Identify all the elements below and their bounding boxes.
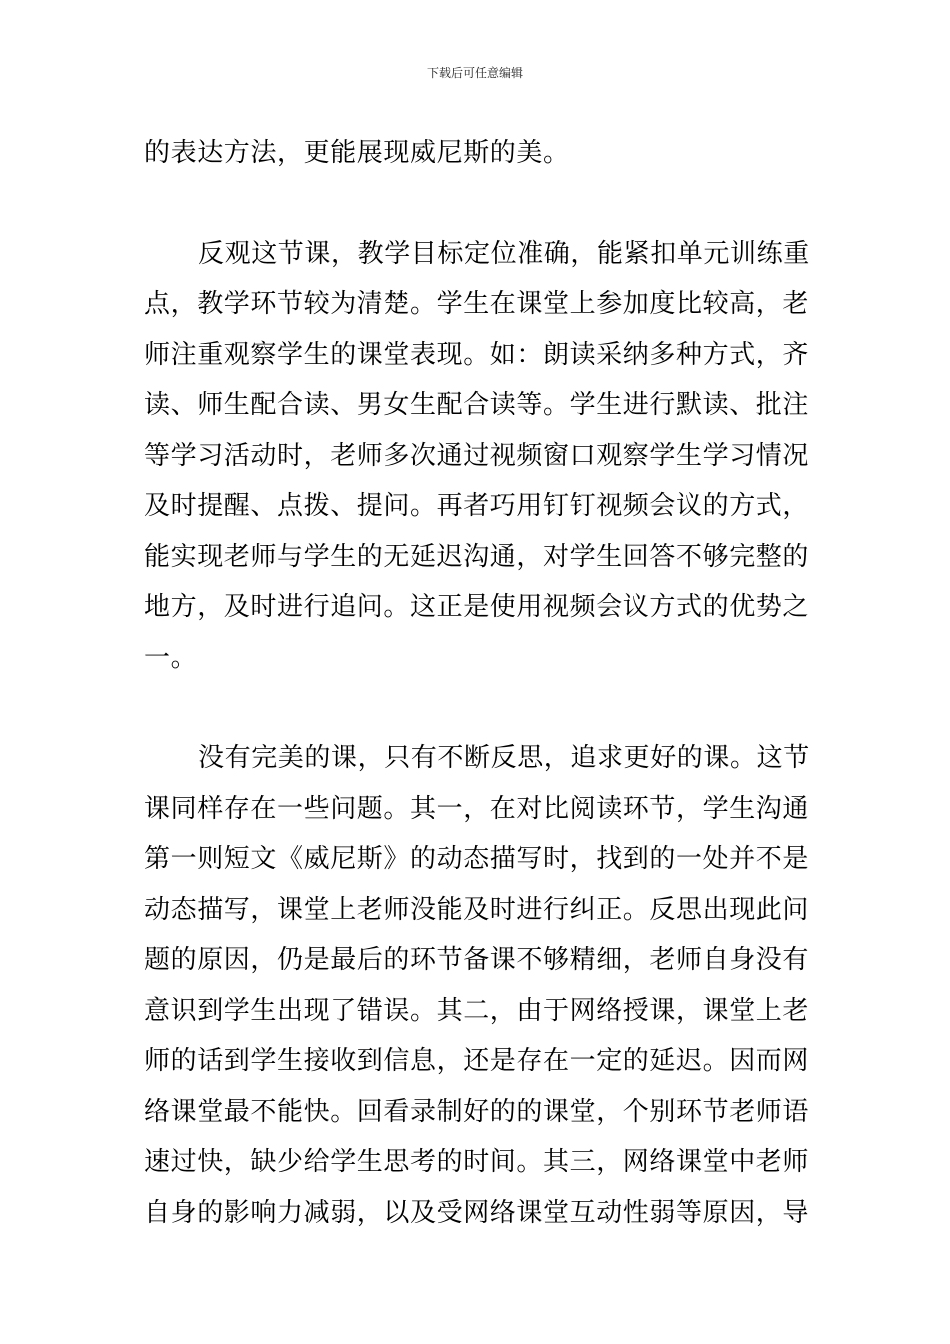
text-line: 能实现老师与学生的无延迟沟通，对学生回答不够完整的 xyxy=(144,541,810,572)
text-line: 没有完美的课，只有不断反思，追求更好的课。这节 xyxy=(198,743,810,773)
text-line: 师的话到学生接收到信息，还是存在一定的延迟。因而网 xyxy=(144,1046,810,1076)
page-header: 下载后可任意编辑 xyxy=(426,66,523,80)
text-line: 络课堂最不能快。回看录制好的的课堂，个别环节老师语 xyxy=(144,1096,810,1127)
paragraph-spacer xyxy=(144,683,808,733)
text-line: 师注重观察学生的课堂表现。如：朗读采纳多种方式，齐 xyxy=(144,339,810,370)
text-line: 反观这节课，教学目标定位准确，能紧扣单元训练重 xyxy=(198,238,810,269)
text-line: 点，教学环节较为清楚。学生在课堂上参加度比较高，老 xyxy=(144,289,810,319)
paragraph-spacer xyxy=(144,179,808,229)
document-body xyxy=(144,128,808,1238)
text-line: 地方，及时进行追问。这正是使用视频会议方式的优势之 xyxy=(144,592,810,622)
paragraph xyxy=(144,128,808,179)
text-line: 意识到学生出现了错误。其二，由于网络授课，课堂上老 xyxy=(144,995,810,1026)
text-line: 及时提醒、点拨、提问。再者巧用钉钉视频会议的方式， xyxy=(144,491,810,521)
text-line: 自身的影响力减弱，以及受网络课堂互动性弱等原因，导 xyxy=(144,1197,810,1228)
text-line: 的表达方法，更能展现威尼斯的美。 xyxy=(144,138,570,168)
text-line: 课同样存在一些问题。其一，在对比阅读环节，学生沟通 xyxy=(144,793,810,824)
paragraph xyxy=(144,229,808,684)
text-line: 等学习活动时，老师多次通过视频窗口观察学生学习情况 xyxy=(144,440,810,471)
paragraph xyxy=(144,733,808,1238)
text-line: 一。 xyxy=(144,642,198,673)
text-line: 第一则短文《威尼斯》的动态描写时，找到的一处并不是 xyxy=(144,844,810,874)
text-line: 动态描写，课堂上老师没能及时进行纠正。反思出现此问 xyxy=(144,894,810,925)
text-line: 读、师生配合读、男女生配合读等。学生进行默读、批注 xyxy=(144,390,810,420)
text-line: 速过快，缺少给学生思考的时间。其三，网络课堂中老师 xyxy=(144,1147,810,1177)
text-line: 题的原因，仍是最后的环节备课不够精细，老师自身没有 xyxy=(144,945,810,975)
